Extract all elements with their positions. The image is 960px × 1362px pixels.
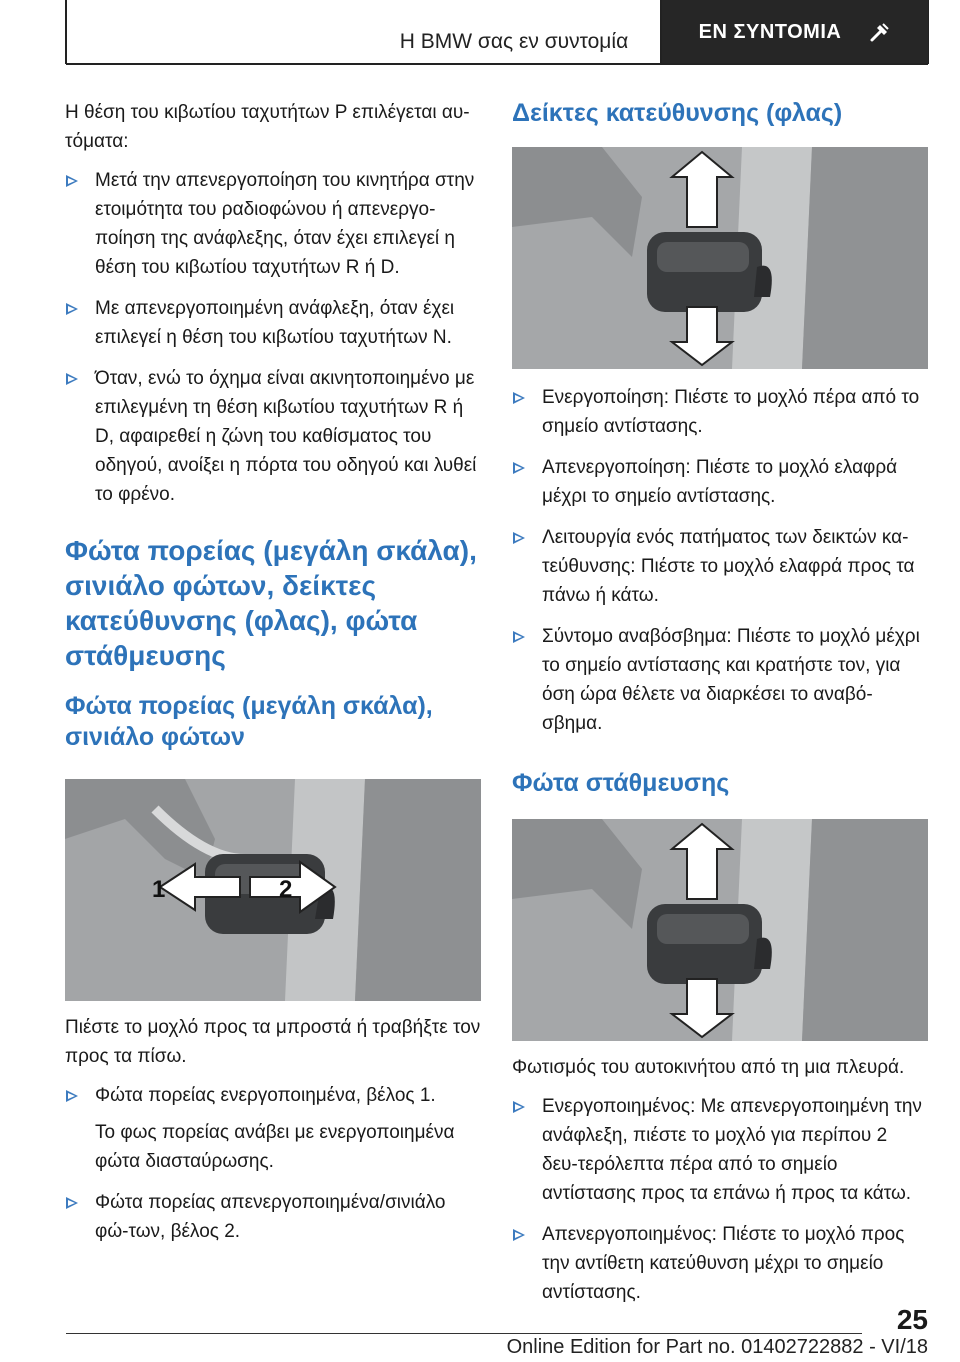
bullet-triangle-icon xyxy=(66,1197,78,1209)
list-item: Απενεργοποιημένος: Πιέστε το μοχλό προς την αντίθετη κατεύθυνση μέχρι το σημείο αντίστασης. xyxy=(512,1220,928,1307)
page-number: 25 xyxy=(896,1304,928,1335)
list-item: Φώτα πορείας ενεργοποιημένα, βέλος 1. xyxy=(65,1081,481,1110)
bullet-triangle-icon xyxy=(513,1229,525,1241)
parking-lights-title: Φώτα στάθμευσης xyxy=(512,769,730,797)
parking-lights-figure xyxy=(512,819,928,1041)
breadcrumb[interactable]: Η BMW σας εν συντομία xyxy=(399,30,629,53)
tab-label: ΕΝ ΣΥΝΤΟΜΙΑ xyxy=(698,20,842,43)
parking-intro-text: Φωτισμός του αυτοκινήτου από τη μια πλευρά. xyxy=(512,1057,905,1078)
list-item: Όταν, ενώ το όχημα είναι ακινητοποιημένο με επιλεγμένη τη θέση κιβωτίου ταχυτήτων R ή D, αφαιρεθεί η ζώνη του καθίσματος του οδηγού, ανοίξει η πόρτα του οδηγού και λυθεί το φρένο. xyxy=(65,364,481,509)
bullet-triangle-icon xyxy=(513,532,525,544)
header-rule xyxy=(66,63,928,65)
wrench-hammer-icon xyxy=(869,21,891,43)
bullet-triangle-icon xyxy=(66,175,78,187)
svg-text:2: 2 xyxy=(279,876,293,903)
section-title: Φώτα πορείας (μεγάλη σκάλα), σινιάλο φώτων, δείκτες κατεύθυνσης (φλας), φώτα στάθμευσης xyxy=(65,535,477,671)
bullet-triangle-icon xyxy=(66,303,78,315)
after-figure-text: Πιέστε το μοχλό προς τα μπροστά ή τραβήξτε τον προς τα πίσω. xyxy=(65,1017,481,1067)
list-item: Ενεργοποιημένος: Με απενεργοποιημένη την ανάφλεξη, πιέστε το μοχλό για περίπου 2 δευ-τερόλεπτα πέρα από το σημείο αντίστασης προς τα επάνω ή προς τα κάτω. xyxy=(512,1092,928,1208)
list-item: Με απενεργοποιημένη ανάφλεξη, όταν έχει επιλεγεί η θέση του κιβωτίου ταχυτήτων N. xyxy=(65,294,481,352)
bullet-triangle-icon xyxy=(66,373,78,385)
turn-signal-figure xyxy=(512,147,928,369)
bullet-triangle-icon xyxy=(513,1101,525,1113)
left-column xyxy=(65,98,481,1258)
bullet-triangle-icon xyxy=(513,631,525,643)
parking-list xyxy=(512,1092,928,1307)
high-beam-figure xyxy=(65,779,481,1001)
list-item: Ενεργοποίηση: Πιέστε το μοχλό πέρα από το σημείο αντίστασης. xyxy=(512,383,928,441)
list-item: Φώτα πορείας απενεργοποιημένα/σινιάλο φώ-των, βέλος 2. xyxy=(65,1188,481,1246)
intro-text: Η θέση του κιβωτίου ταχυτήτων P επιλέγεται αυ-τόματα: xyxy=(65,102,470,152)
svg-text:1: 1 xyxy=(152,876,166,903)
intro-list xyxy=(65,166,481,509)
list-item: Απενεργοποίηση: Πιέστε το μοχλό ελαφρά μέχρι το σημείο αντίστασης. xyxy=(512,453,928,511)
list-item: Σύντομο αναβόσβημα: Πιέστε το μοχλό μέχρι το σημείο αντίστασης και κρατήστε τον, για όση ώρα θέλετε να διαρκέσει το αναβό-σβημα. xyxy=(512,622,928,738)
high-beam-list xyxy=(65,1081,481,1110)
header-divider-left xyxy=(65,0,67,64)
right-column xyxy=(512,98,928,1319)
note-text: Το φως πορείας ανάβει με ενεργοποιημένα φώτα διασταύρωσης. xyxy=(95,1122,455,1172)
turn-signal-list xyxy=(512,383,928,738)
bullet-triangle-icon xyxy=(513,462,525,474)
edition-text: Online Edition for Part no. 01402722882 - VI/18 xyxy=(506,1336,928,1358)
list-item: Λειτουργία ενός πατήματος των δεικτών κα-τεύθυνσης: Πιέστε το μοχλό ελαφρά προς τα πάνω ή κάτω. xyxy=(512,523,928,610)
tab-en-syntomia[interactable] xyxy=(662,0,928,64)
list-item: Μετά την απενεργοποίηση του κινητήρα στην ετοιμότητα του ραδιοφώνου ή απενεργο-ποίηση της ανάφλεξης, όταν έχει επιλεγεί η θέση του κιβωτίου ταχυτήτων R ή D. xyxy=(65,166,481,282)
bullet-triangle-icon xyxy=(513,392,525,404)
high-beam-list-2 xyxy=(65,1188,481,1246)
subsection-title: Φώτα πορείας (μεγάλη σκάλα), σινιάλο φώτων xyxy=(65,692,433,751)
turn-signal-title: Δείκτες κατεύθυνσης (φλας) xyxy=(512,99,843,127)
bullet-triangle-icon xyxy=(66,1090,78,1102)
